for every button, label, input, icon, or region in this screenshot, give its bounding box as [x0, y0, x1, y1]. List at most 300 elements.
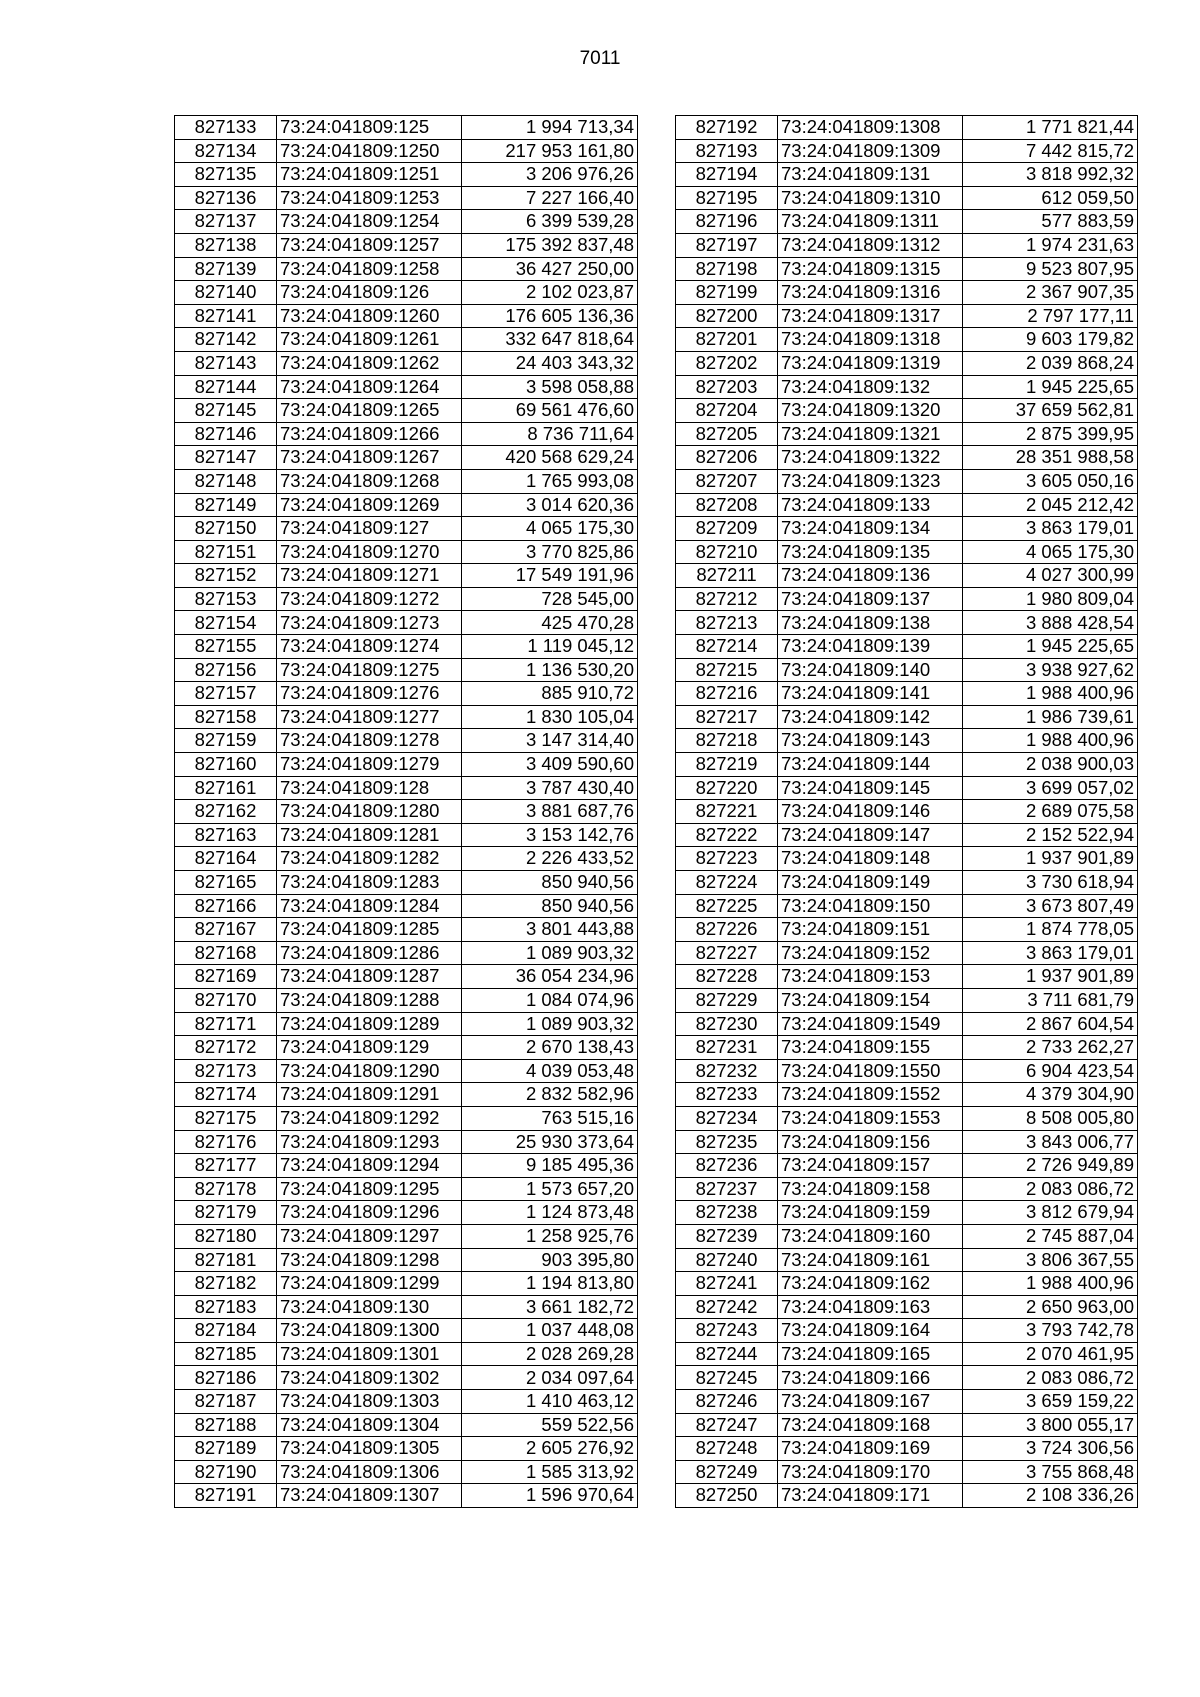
value-cell: 1 089 903,32 [462, 1012, 638, 1036]
value-cell: 1 986 739,61 [963, 705, 1138, 729]
table-row [175, 847, 638, 871]
table-row [676, 635, 1138, 659]
row-number-cell: 827139 [175, 257, 277, 281]
row-number-cell: 827143 [175, 351, 277, 375]
cadastral-number-cell: 73:24:041809:1317 [778, 304, 963, 328]
value-cell: 1 974 231,63 [963, 233, 1138, 257]
cadastral-number-cell: 73:24:041809:163 [778, 1295, 963, 1319]
table-row [676, 422, 1138, 446]
value-cell: 3 863 179,01 [963, 941, 1138, 965]
value-cell: 17 549 191,96 [462, 564, 638, 588]
table-row [676, 871, 1138, 895]
row-number-cell: 827177 [175, 1154, 277, 1178]
row-number-cell: 827168 [175, 941, 277, 965]
value-cell: 559 522,56 [462, 1413, 638, 1437]
row-number-cell: 827133 [175, 116, 277, 140]
cadastral-number-cell: 73:24:041809:1300 [277, 1319, 462, 1343]
cadastral-number-cell: 73:24:041809:1306 [277, 1460, 462, 1484]
table-row [175, 304, 638, 328]
value-cell: 3 153 142,76 [462, 823, 638, 847]
table-row [676, 894, 1138, 918]
cadastral-number-cell: 73:24:041809:1278 [277, 729, 462, 753]
registry-table-right [675, 115, 1138, 1508]
cadastral-number-cell: 73:24:041809:149 [778, 871, 963, 895]
cadastral-number-cell: 73:24:041809:166 [778, 1366, 963, 1390]
value-cell: 2 670 138,43 [462, 1036, 638, 1060]
row-number-cell: 827246 [676, 1390, 778, 1414]
row-number-cell: 827170 [175, 988, 277, 1012]
row-number-cell: 827248 [676, 1437, 778, 1461]
row-number-cell: 827247 [676, 1413, 778, 1437]
value-cell: 728 545,00 [462, 587, 638, 611]
cadastral-number-cell: 73:24:041809:1288 [277, 988, 462, 1012]
cadastral-number-cell: 73:24:041809:1322 [778, 446, 963, 470]
row-number-cell: 827240 [676, 1248, 778, 1272]
row-number-cell: 827250 [676, 1484, 778, 1508]
table-row [175, 776, 638, 800]
value-cell: 2 045 212,42 [963, 493, 1138, 517]
cadastral-number-cell: 73:24:041809:1315 [778, 257, 963, 281]
table-row [175, 116, 638, 140]
value-cell: 885 910,72 [462, 682, 638, 706]
row-number-cell: 827135 [175, 163, 277, 187]
cadastral-number-cell: 73:24:041809:1311 [778, 210, 963, 234]
row-number-cell: 827165 [175, 871, 277, 895]
table-row [676, 776, 1138, 800]
row-number-cell: 827197 [676, 233, 778, 257]
table-row [175, 1319, 638, 1343]
row-number-cell: 827223 [676, 847, 778, 871]
row-number-cell: 827154 [175, 611, 277, 635]
value-cell: 1 988 400,96 [963, 1272, 1138, 1296]
cadastral-number-cell: 73:24:041809:1257 [277, 233, 462, 257]
cadastral-number-cell: 73:24:041809:146 [778, 800, 963, 824]
table-row [676, 493, 1138, 517]
table-row [175, 729, 638, 753]
row-number-cell: 827156 [175, 658, 277, 682]
cadastral-number-cell: 73:24:041809:1285 [277, 918, 462, 942]
row-number-cell: 827181 [175, 1248, 277, 1272]
table-row [676, 1130, 1138, 1154]
table-row [676, 1177, 1138, 1201]
row-number-cell: 827211 [676, 564, 778, 588]
row-number-cell: 827245 [676, 1366, 778, 1390]
cadastral-number-cell: 73:24:041809:127 [277, 517, 462, 541]
value-cell: 9 523 807,95 [963, 257, 1138, 281]
row-number-cell: 827241 [676, 1272, 778, 1296]
table-row [175, 587, 638, 611]
table-row [175, 186, 638, 210]
table-row [676, 210, 1138, 234]
value-cell: 2 083 086,72 [963, 1366, 1138, 1390]
cadastral-number-cell: 73:24:041809:1275 [277, 658, 462, 682]
table-row [676, 918, 1138, 942]
row-number-cell: 827175 [175, 1106, 277, 1130]
table-row [175, 1130, 638, 1154]
value-cell: 3 938 927,62 [963, 658, 1138, 682]
table-row [676, 658, 1138, 682]
row-number-cell: 827160 [175, 753, 277, 777]
table-row [676, 564, 1138, 588]
value-cell: 3 801 443,88 [462, 918, 638, 942]
cadastral-number-cell: 73:24:041809:1267 [277, 446, 462, 470]
value-cell: 1 945 225,65 [963, 375, 1138, 399]
row-number-cell: 827183 [175, 1295, 277, 1319]
cadastral-number-cell: 73:24:041809:157 [778, 1154, 963, 1178]
row-number-cell: 827161 [175, 776, 277, 800]
row-number-cell: 827192 [676, 116, 778, 140]
value-cell: 2 650 963,00 [963, 1295, 1138, 1319]
table-row [175, 399, 638, 423]
row-number-cell: 827214 [676, 635, 778, 659]
cadastral-number-cell: 73:24:041809:142 [778, 705, 963, 729]
value-cell: 2 797 177,11 [963, 304, 1138, 328]
value-cell: 2 038 900,03 [963, 753, 1138, 777]
value-cell: 6 904 423,54 [963, 1059, 1138, 1083]
row-number-cell: 827152 [175, 564, 277, 588]
row-number-cell: 827235 [676, 1130, 778, 1154]
value-cell: 3 206 976,26 [462, 163, 638, 187]
table-row [175, 918, 638, 942]
cadastral-number-cell: 73:24:041809:1290 [277, 1059, 462, 1083]
row-number-cell: 827213 [676, 611, 778, 635]
cadastral-number-cell: 73:24:041809:150 [778, 894, 963, 918]
cadastral-number-cell: 73:24:041809:1552 [778, 1083, 963, 1107]
cadastral-number-cell: 73:24:041809:132 [778, 375, 963, 399]
value-cell: 1 585 313,92 [462, 1460, 638, 1484]
row-number-cell: 827237 [676, 1177, 778, 1201]
cadastral-number-cell: 73:24:041809:1264 [277, 375, 462, 399]
table-row [676, 399, 1138, 423]
cadastral-number-cell: 73:24:041809:136 [778, 564, 963, 588]
value-cell: 37 659 562,81 [963, 399, 1138, 423]
value-cell: 1 988 400,96 [963, 682, 1138, 706]
table-row [676, 1036, 1138, 1060]
row-number-cell: 827249 [676, 1460, 778, 1484]
table-row [175, 611, 638, 635]
cadastral-number-cell: 73:24:041809:1272 [277, 587, 462, 611]
table-row [175, 800, 638, 824]
table-row [175, 1248, 638, 1272]
value-cell: 1 124 873,48 [462, 1201, 638, 1225]
table-row [676, 1272, 1138, 1296]
cadastral-number-cell: 73:24:041809:141 [778, 682, 963, 706]
value-cell: 3 673 807,49 [963, 894, 1138, 918]
cadastral-number-cell: 73:24:041809:1265 [277, 399, 462, 423]
cadastral-number-cell: 73:24:041809:154 [778, 988, 963, 1012]
row-number-cell: 827199 [676, 281, 778, 305]
value-cell: 1 596 970,64 [462, 1484, 638, 1508]
table-row [676, 705, 1138, 729]
value-cell: 3 787 430,40 [462, 776, 638, 800]
table-row [175, 1154, 638, 1178]
value-cell: 8 736 711,64 [462, 422, 638, 446]
cadastral-number-cell: 73:24:041809:128 [277, 776, 462, 800]
value-cell: 3 659 159,22 [963, 1390, 1138, 1414]
table-row [676, 446, 1138, 470]
value-cell: 1 945 225,65 [963, 635, 1138, 659]
cadastral-number-cell: 73:24:041809:133 [778, 493, 963, 517]
value-cell: 9 185 495,36 [462, 1154, 638, 1178]
row-number-cell: 827212 [676, 587, 778, 611]
row-number-cell: 827198 [676, 257, 778, 281]
cadastral-number-cell: 73:24:041809:140 [778, 658, 963, 682]
value-cell: 36 427 250,00 [462, 257, 638, 281]
cadastral-number-cell: 73:24:041809:1277 [277, 705, 462, 729]
cadastral-number-cell: 73:24:041809:1258 [277, 257, 462, 281]
row-number-cell: 827158 [175, 705, 277, 729]
value-cell: 1 410 463,12 [462, 1390, 638, 1414]
cadastral-number-cell: 73:24:041809:129 [277, 1036, 462, 1060]
row-number-cell: 827173 [175, 1059, 277, 1083]
table-row [175, 1366, 638, 1390]
cadastral-number-cell: 73:24:041809:159 [778, 1201, 963, 1225]
row-number-cell: 827182 [175, 1272, 277, 1296]
table-row [175, 564, 638, 588]
cadastral-number-cell: 73:24:041809:1308 [778, 116, 963, 140]
table-row [175, 1036, 638, 1060]
value-cell: 3 730 618,94 [963, 871, 1138, 895]
row-number-cell: 827202 [676, 351, 778, 375]
row-number-cell: 827137 [175, 210, 277, 234]
row-number-cell: 827159 [175, 729, 277, 753]
cadastral-number-cell: 73:24:041809:1296 [277, 1201, 462, 1225]
cadastral-number-cell: 73:24:041809:1297 [277, 1224, 462, 1248]
cadastral-number-cell: 73:24:041809:1303 [277, 1390, 462, 1414]
row-number-cell: 827172 [175, 1036, 277, 1060]
table-row [676, 351, 1138, 375]
table-row [676, 587, 1138, 611]
table-row [676, 1059, 1138, 1083]
row-number-cell: 827186 [175, 1366, 277, 1390]
table-row [175, 1201, 638, 1225]
value-cell: 763 515,16 [462, 1106, 638, 1130]
cadastral-number-cell: 73:24:041809:164 [778, 1319, 963, 1343]
row-number-cell: 827193 [676, 139, 778, 163]
cadastral-number-cell: 73:24:041809:158 [778, 1177, 963, 1201]
row-number-cell: 827164 [175, 847, 277, 871]
table-row [676, 281, 1138, 305]
row-number-cell: 827232 [676, 1059, 778, 1083]
cadastral-number-cell: 73:24:041809:1282 [277, 847, 462, 871]
value-cell: 9 603 179,82 [963, 328, 1138, 352]
cadastral-number-cell: 73:24:041809:1310 [778, 186, 963, 210]
row-number-cell: 827200 [676, 304, 778, 328]
cadastral-number-cell: 73:24:041809:171 [778, 1484, 963, 1508]
row-number-cell: 827187 [175, 1390, 277, 1414]
row-number-cell: 827153 [175, 587, 277, 611]
cadastral-number-cell: 73:24:041809:134 [778, 517, 963, 541]
cadastral-number-cell: 73:24:041809:1294 [277, 1154, 462, 1178]
row-number-cell: 827227 [676, 941, 778, 965]
value-cell: 1 937 901,89 [963, 847, 1138, 871]
table-row [676, 1295, 1138, 1319]
value-cell: 2 832 582,96 [462, 1083, 638, 1107]
cadastral-number-cell: 73:24:041809:131 [778, 163, 963, 187]
value-cell: 2 152 522,94 [963, 823, 1138, 847]
cadastral-number-cell: 73:24:041809:1323 [778, 469, 963, 493]
cadastral-number-cell: 73:24:041809:156 [778, 1130, 963, 1154]
cadastral-number-cell: 73:24:041809:1287 [277, 965, 462, 989]
value-cell: 4 065 175,30 [462, 517, 638, 541]
value-cell: 3 888 428,54 [963, 611, 1138, 635]
table-row [676, 328, 1138, 352]
row-number-cell: 827210 [676, 540, 778, 564]
value-cell: 420 568 629,24 [462, 446, 638, 470]
table-row [676, 1342, 1138, 1366]
value-cell: 2 726 949,89 [963, 1154, 1138, 1178]
cadastral-number-cell: 73:24:041809:165 [778, 1342, 963, 1366]
table-row [175, 422, 638, 446]
cadastral-number-cell: 73:24:041809:1302 [277, 1366, 462, 1390]
value-cell: 1 119 045,12 [462, 635, 638, 659]
value-cell: 3 881 687,76 [462, 800, 638, 824]
table-row [676, 1201, 1138, 1225]
row-number-cell: 827188 [175, 1413, 277, 1437]
cadastral-number-cell: 73:24:041809:1253 [277, 186, 462, 210]
value-cell: 3 699 057,02 [963, 776, 1138, 800]
row-number-cell: 827229 [676, 988, 778, 1012]
cadastral-number-cell: 73:24:041809:1276 [277, 682, 462, 706]
table-row [175, 281, 638, 305]
table-row [676, 304, 1138, 328]
table-row [676, 847, 1138, 871]
cadastral-number-cell: 73:24:041809:161 [778, 1248, 963, 1272]
value-cell: 3 605 050,16 [963, 469, 1138, 493]
cadastral-number-cell: 73:24:041809:1286 [277, 941, 462, 965]
row-number-cell: 827171 [175, 1012, 277, 1036]
table-row [676, 517, 1138, 541]
value-cell: 1 830 105,04 [462, 705, 638, 729]
row-number-cell: 827228 [676, 965, 778, 989]
value-cell: 3 755 868,48 [963, 1460, 1138, 1484]
table-row [676, 965, 1138, 989]
value-cell: 1 258 925,76 [462, 1224, 638, 1248]
row-number-cell: 827169 [175, 965, 277, 989]
cadastral-number-cell: 73:24:041809:151 [778, 918, 963, 942]
cadastral-number-cell: 73:24:041809:1283 [277, 871, 462, 895]
table-row [676, 988, 1138, 1012]
table-row [676, 233, 1138, 257]
cadastral-number-cell: 73:24:041809:1292 [277, 1106, 462, 1130]
cadastral-number-cell: 73:24:041809:1295 [277, 1177, 462, 1201]
row-number-cell: 827144 [175, 375, 277, 399]
value-cell: 3 843 006,77 [963, 1130, 1138, 1154]
row-number-cell: 827224 [676, 871, 778, 895]
table-row [676, 682, 1138, 706]
value-cell: 612 059,50 [963, 186, 1138, 210]
cadastral-number-cell: 73:24:041809:168 [778, 1413, 963, 1437]
table-row [175, 871, 638, 895]
table-row [676, 729, 1138, 753]
cadastral-number-cell: 73:24:041809:130 [277, 1295, 462, 1319]
value-cell: 3 014 620,36 [462, 493, 638, 517]
row-number-cell: 827242 [676, 1295, 778, 1319]
row-number-cell: 827189 [175, 1437, 277, 1461]
table-row [175, 1342, 638, 1366]
cadastral-number-cell: 73:24:041809:1270 [277, 540, 462, 564]
row-number-cell: 827142 [175, 328, 277, 352]
table-row [175, 682, 638, 706]
table-row [676, 1012, 1138, 1036]
cadastral-number-cell: 73:24:041809:1260 [277, 304, 462, 328]
table-row [676, 823, 1138, 847]
cadastral-number-cell: 73:24:041809:160 [778, 1224, 963, 1248]
row-number-cell: 827195 [676, 186, 778, 210]
row-number-cell: 827196 [676, 210, 778, 234]
cadastral-number-cell: 73:24:041809:1305 [277, 1437, 462, 1461]
row-number-cell: 827163 [175, 823, 277, 847]
cadastral-number-cell: 73:24:041809:147 [778, 823, 963, 847]
table-row [676, 1248, 1138, 1272]
value-cell: 2 733 262,27 [963, 1036, 1138, 1060]
row-number-cell: 827136 [175, 186, 277, 210]
table-row [676, 540, 1138, 564]
row-number-cell: 827215 [676, 658, 778, 682]
cadastral-number-cell: 73:24:041809:1316 [778, 281, 963, 305]
row-number-cell: 827145 [175, 399, 277, 423]
row-number-cell: 827157 [175, 682, 277, 706]
table-row [175, 823, 638, 847]
row-number-cell: 827231 [676, 1036, 778, 1060]
value-cell: 2 745 887,04 [963, 1224, 1138, 1248]
table-row [175, 163, 638, 187]
value-cell: 3 661 182,72 [462, 1295, 638, 1319]
row-number-cell: 827205 [676, 422, 778, 446]
value-cell: 1 037 448,08 [462, 1319, 638, 1343]
row-number-cell: 827179 [175, 1201, 277, 1225]
value-cell: 4 039 053,48 [462, 1059, 638, 1083]
value-cell: 24 403 343,32 [462, 351, 638, 375]
value-cell: 2 039 868,24 [963, 351, 1138, 375]
row-number-cell: 827194 [676, 163, 778, 187]
cadastral-number-cell: 73:24:041809:125 [277, 116, 462, 140]
value-cell: 1 194 813,80 [462, 1272, 638, 1296]
cadastral-number-cell: 73:24:041809:1312 [778, 233, 963, 257]
value-cell: 2 367 907,35 [963, 281, 1138, 305]
cadastral-number-cell: 73:24:041809:144 [778, 753, 963, 777]
value-cell: 3 598 058,88 [462, 375, 638, 399]
row-number-cell: 827209 [676, 517, 778, 541]
row-number-cell: 827167 [175, 918, 277, 942]
cadastral-number-cell: 73:24:041809:153 [778, 965, 963, 989]
cadastral-number-cell: 73:24:041809:1266 [277, 422, 462, 446]
value-cell: 850 940,56 [462, 894, 638, 918]
row-number-cell: 827217 [676, 705, 778, 729]
table-row [676, 186, 1138, 210]
value-cell: 2 034 097,64 [462, 1366, 638, 1390]
table-row [676, 1437, 1138, 1461]
cadastral-number-cell: 73:24:041809:1280 [277, 800, 462, 824]
value-cell: 69 561 476,60 [462, 399, 638, 423]
cadastral-number-cell: 73:24:041809:1291 [277, 1083, 462, 1107]
table-row [175, 493, 638, 517]
value-cell: 2 108 336,26 [963, 1484, 1138, 1508]
cadastral-number-cell: 73:24:041809:167 [778, 1390, 963, 1414]
value-cell: 3 724 306,56 [963, 1437, 1138, 1461]
cadastral-number-cell: 73:24:041809:1289 [277, 1012, 462, 1036]
row-number-cell: 827208 [676, 493, 778, 517]
cadastral-number-cell: 73:24:041809:1279 [277, 753, 462, 777]
cadastral-number-cell: 73:24:041809:1293 [277, 1130, 462, 1154]
table-row [676, 1460, 1138, 1484]
table-row [175, 941, 638, 965]
value-cell: 4 065 175,30 [963, 540, 1138, 564]
table-row [175, 1106, 638, 1130]
page-number: 7011 [579, 48, 621, 69]
value-cell: 3 818 992,32 [963, 163, 1138, 187]
cadastral-number-cell: 73:24:041809:1319 [778, 351, 963, 375]
